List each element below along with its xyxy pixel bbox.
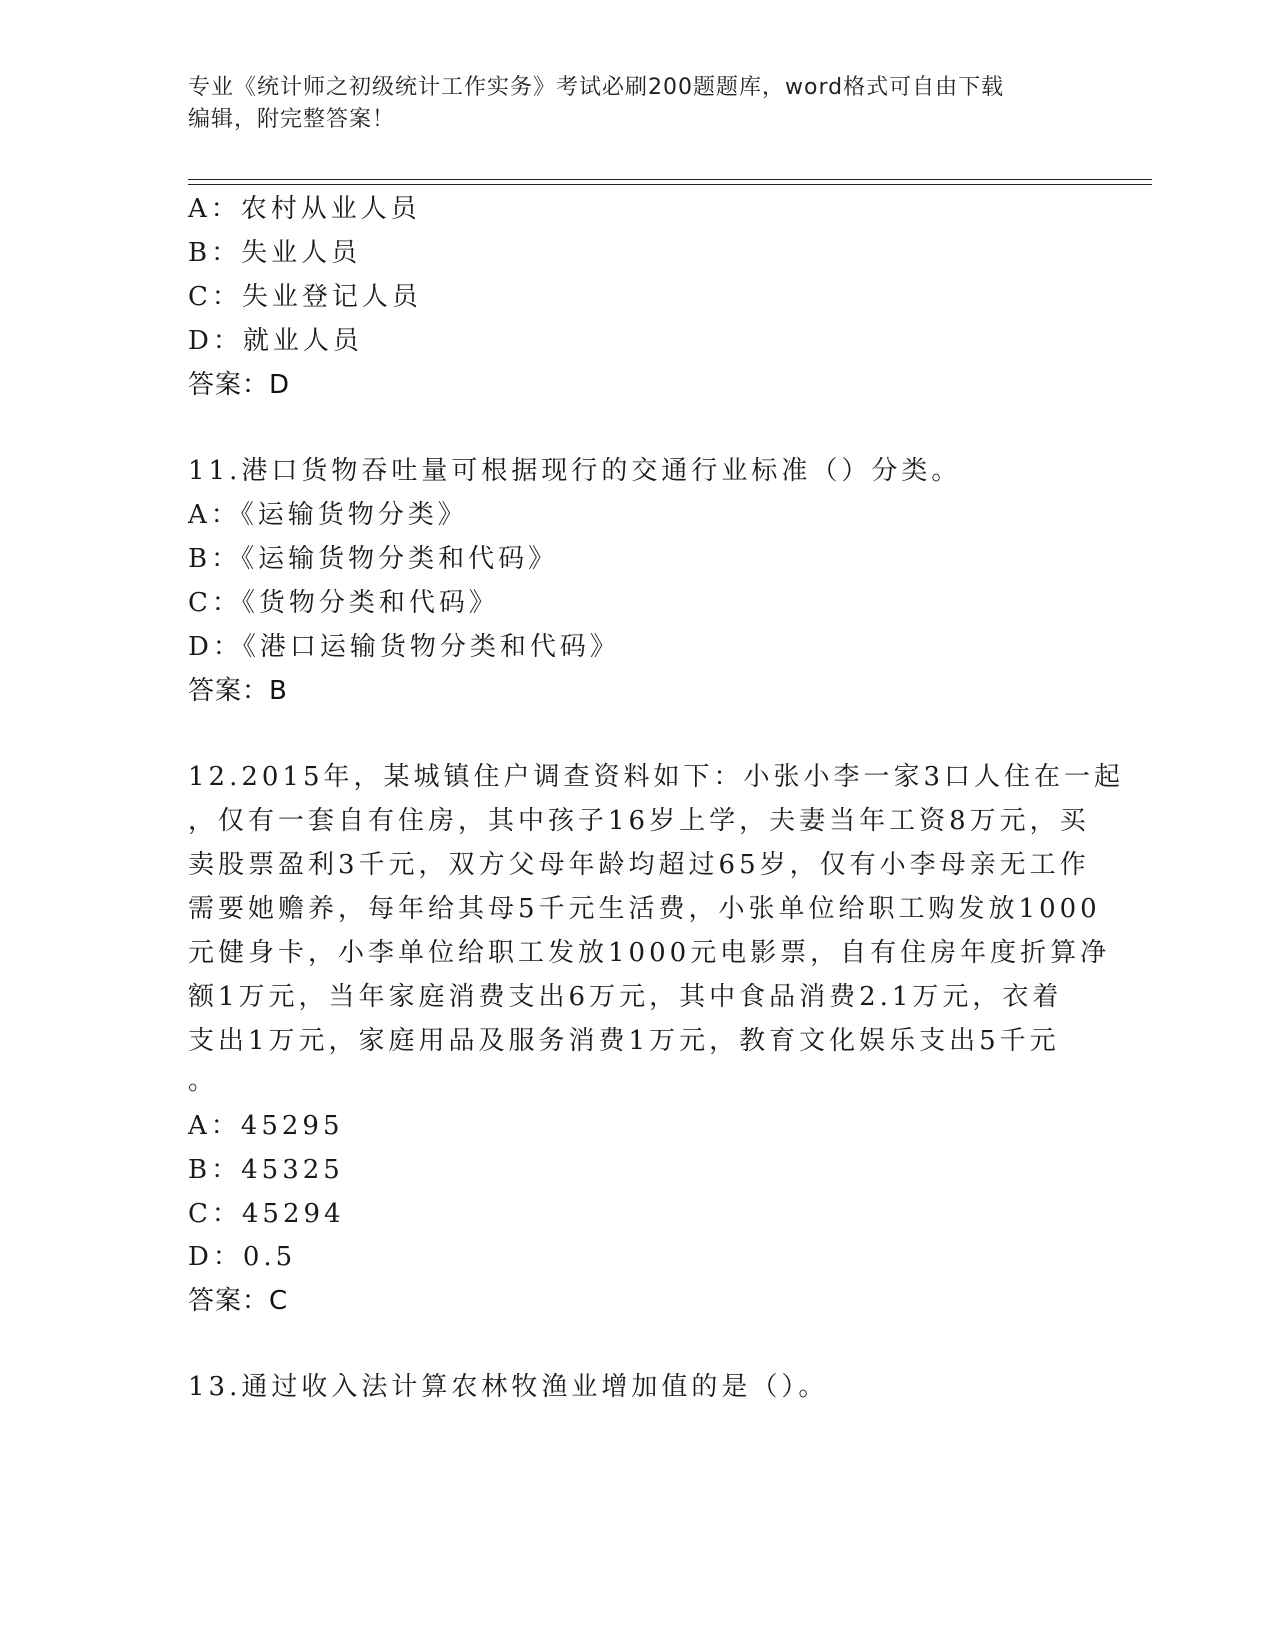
q10-answer: 答案：D (188, 370, 291, 400)
q10-option-c: C：失业登记人员 (188, 282, 422, 312)
q12-question-line: 元健身卡，小李单位给职工发放1000元电影票，自有住房年度折算净 (188, 938, 1111, 968)
document-header (188, 72, 1088, 136)
q12-question-line: ，仅有一套自有住房，其中孩子16岁上学，夫妻当年工资8万元，买 (188, 806, 1090, 836)
q10-option-d: D：就业人员 (188, 326, 363, 356)
q11-option-b: B：《运输货物分类和代码》 (188, 544, 559, 574)
header-divider-bottom (188, 184, 1152, 185)
q12-question-line: 12.2015年，某城镇住户调查资料如下：小张小李一家3口人住在一起 (188, 762, 1125, 792)
q12-question-line: 额1万元，当年家庭消费支出6万元，其中食品消费2.1万元，衣着 (188, 982, 1063, 1012)
q11-question: 11.港口货物吞吐量可根据现行的交通行业标准（）分类。 (188, 456, 962, 486)
q10-option-b: B：失业人员 (188, 238, 362, 268)
q12-option-c: C：45294 (188, 1199, 345, 1229)
header-divider-top (188, 179, 1152, 180)
q12-question-line: 需要她赡养，每年给其母5千元生活费，小张单位给职工购发放1000 (188, 894, 1101, 924)
header-line-1: 专业《统计师之初级统计工作实务》考试必刷200题题库，word格式可自由下载 (188, 75, 1005, 100)
q12-answer: 答案：C (188, 1286, 289, 1316)
q10-option-a: A：农村从业人员 (188, 194, 421, 224)
q11-option-a: A：《运输货物分类》 (188, 500, 468, 530)
q12-option-d: D：0.5 (188, 1242, 297, 1272)
q12-question-line: 支出1万元，家庭用品及服务消费1万元，教育文化娱乐支出5千元 (188, 1026, 1060, 1056)
q12-question-line: 卖股票盈利3千元，双方父母年龄均超过65岁，仅有小李母亲无工作 (188, 850, 1090, 880)
q11-option-c: C：《货物分类和代码》 (188, 588, 499, 618)
q13-question: 13.通过收入法计算农林牧渔业增加值的是（）。 (188, 1372, 829, 1402)
q11-answer: 答案：B (188, 676, 288, 706)
q12-option-b: B：45325 (188, 1155, 344, 1185)
q11-option-d: D：《港口运输货物分类和代码》 (188, 632, 620, 662)
q12-option-a: A：45295 (188, 1111, 344, 1141)
header-line-2: 编辑，附完整答案！ (188, 107, 396, 132)
q12-question-line: 。 (188, 1066, 219, 1096)
